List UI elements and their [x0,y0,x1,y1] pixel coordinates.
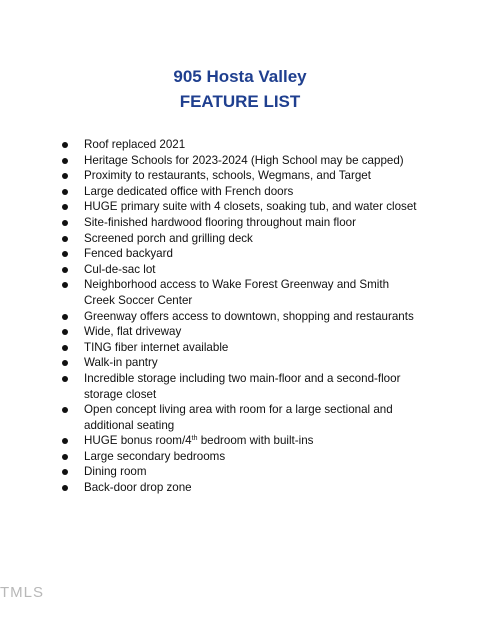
feature-item [62,231,422,247]
feature-item [62,277,422,308]
bullet-icon [62,376,68,382]
bullet-icon [62,438,68,444]
feature-text: Large secondary bedrooms [84,449,226,463]
feature-text: Greenway offers access to downtown, shopping and restaurants [84,309,414,323]
bullet-icon [62,204,68,210]
bullet-icon [62,454,68,460]
feature-text [84,434,313,447]
feature-item [62,480,422,496]
feature-item [62,184,422,200]
bullet-icon [62,314,68,320]
feature-item [62,355,422,371]
feature-text: HUGE primary suite with 4 closets, soaking tub, and water closet [84,200,417,214]
feature-text: Walk-in pantry [84,356,158,370]
feature-list [62,137,422,496]
bullet-icon [62,345,68,351]
bullet-icon [62,236,68,242]
feature-item [62,246,422,262]
bullet-icon [62,469,68,475]
feature-item [62,262,422,278]
feature-item [62,340,422,356]
bullet-icon [62,360,68,366]
bullet-icon [62,282,68,288]
feature-text: Cul-de-sac lot [84,262,156,276]
feature-item [62,402,422,433]
feature-text-part: bedroom with built-ins [197,434,314,448]
feature-text: Neighborhood access to Wake Forest Greenway and Smith Creek Soccer Center [84,278,390,307]
feature-text: Dining room [84,465,147,479]
bullet-icon [62,158,68,164]
bullet-icon [62,251,68,257]
feature-text: Fenced backyard [84,247,173,261]
feature-item [62,137,422,153]
feature-item [62,449,422,465]
bullet-icon [62,485,68,491]
feature-text: Large dedicated office with French doors [84,184,294,198]
bullet-icon [62,329,68,335]
feature-text: Incredible storage including two main-floor and a second-floor storage closet [84,371,401,401]
feature-item [62,215,422,231]
bullet-icon [62,220,68,226]
feature-text: TING fiber internet available [84,340,229,354]
bullet-icon [62,189,68,195]
feature-item [62,433,422,449]
feature-text: Proximity to restaurants, schools, Wegmans, and Target [84,169,371,183]
feature-text: Site-finished hardwood flooring throughout main floor [84,215,356,229]
feature-text: Back-door drop zone [84,481,192,495]
feature-text: Screened porch and grilling deck [84,231,253,245]
feature-item [62,168,422,184]
bullet-icon [62,267,68,273]
ordinal-superscript: th [191,435,198,443]
feature-item [62,324,422,340]
feature-item [62,153,422,169]
feature-item [62,371,422,402]
mls-watermark: TMLS [0,584,45,601]
feature-item [62,464,422,480]
feature-text: Heritage Schools for 2023-2024 (High School may be capped) [84,153,404,167]
feature-item [62,199,422,215]
feature-text: Open concept living area with room for a large sectional and additional seating [84,403,393,432]
feature-text: Wide, flat driveway [84,325,182,339]
feature-text-part: HUGE bonus room/4 [84,434,192,448]
bullet-icon [62,407,68,413]
feature-list-title: FEATURE LIST [179,92,301,111]
feature-item [62,309,422,325]
feature-text: Roof replaced 2021 [84,138,186,151]
bullet-icon [62,142,68,148]
bullet-icon [62,173,68,179]
property-address: 905 Hosta Valley [173,67,307,86]
